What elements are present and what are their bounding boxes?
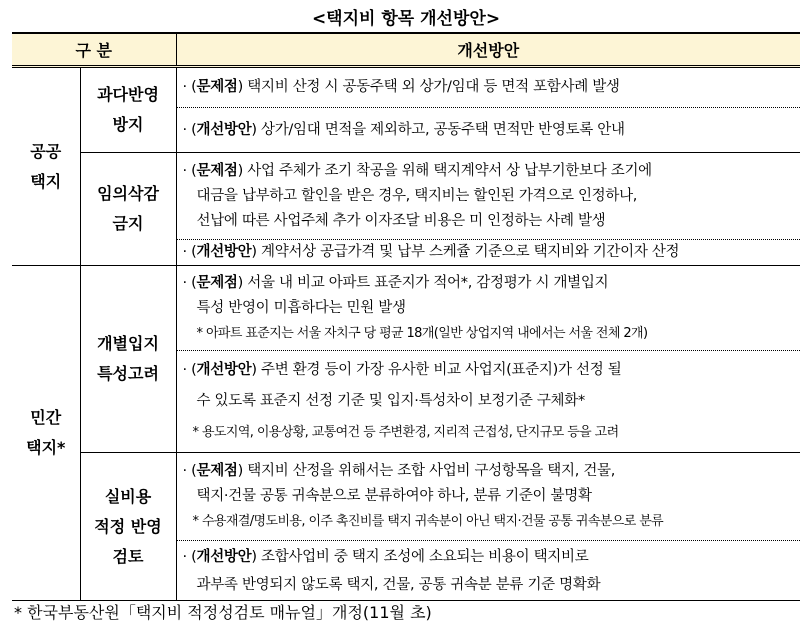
problem-cell: · (문제점) 택지비 산정 시 공동주택 외 상가/임대 등 면적 포함사례 발생	[176, 67, 800, 108]
header-category: 구 분	[12, 33, 176, 67]
table-row	[12, 266, 800, 351]
document-title: <택지비 항목 개선방안>	[311, 9, 501, 29]
group-label-public: 공공 택지	[12, 67, 80, 266]
solution-cell: · (개선방안) 상가/임대 면적을 제외하고, 공동주택 면적만 반영토록 안내	[176, 108, 800, 153]
problem-cell: · (문제점) 사업 주체가 조기 착공을 위해 택지계약서 상 납부기한보다 조기에 대금을 납부하고 할인을 받은 경우, 택지비는 할인된 가격으로 인정하나, 선납에 따른 사업주체 추가 이자조달 비용은 미 인정하는 사례 발생	[176, 153, 800, 240]
table-row	[12, 67, 800, 108]
improvement-table	[12, 32, 800, 601]
problem-cell: · (문제점) 택지비 산정을 위해서는 조합 사업비 구성항목을 택지, 건물, 택지·건물 공통 귀속분으로 분류하여야 하나, 분류 기준이 불명확 * 수용재결/명도비용, 이주 촉진비를 택지 귀속분이 아닌 택지·건물 공통 귀속분으로 분류	[176, 453, 800, 541]
table-row	[12, 153, 800, 240]
header-improvement: 개선방안	[176, 33, 800, 67]
sub-label-actual-cost: 실비용 적정 반영 검토	[80, 453, 176, 601]
sub-label-individual-location: 개별입지 특성고려	[80, 266, 176, 453]
footnote: * 한국부동산원「택지비 적정성검토 매뉴얼」개정(11월 초)	[14, 603, 432, 622]
solution-cell: · (개선방안) 계약서상 공급가격 및 납부 스케쥴 기준으로 택지비와 기간이자 산정	[176, 240, 800, 266]
sub-label-overreflection: 과다반영 방지	[80, 67, 176, 153]
solution-cell: · (개선방안) 조합사업비 중 택지 조성에 소요되는 비용이 택지비로 과부족 반영되지 않도록 택지, 건물, 공통 귀속분 분류 기준 명확화	[176, 541, 800, 601]
table-header-row	[12, 33, 800, 67]
sub-label-arbitrary-cut: 임의삭감 금지	[80, 153, 176, 266]
table-row	[12, 453, 800, 541]
group-label-private: 민간 택지*	[12, 266, 80, 601]
solution-cell: · (개선방안) 주변 환경 등이 가장 유사한 비교 사업지(표준지)가 선정 될 수 있도록 표준지 선정 기준 및 입지·특성차이 보정기준 구체화* * 용도지역, 이용상황, 교통여건 등 주변환경, 지리적 근접성, 단지규모 등을 고려	[176, 351, 800, 453]
problem-cell: · (문제점) 서울 내 비교 아파트 표준지가 적어*, 감정평가 시 개별입지 특성 반영이 미흡하다는 민원 발생 * 아파트 표준지는 서울 자치구 당 평균 18개(일반 상업지역 내에서는 서울 전체 2개)	[176, 266, 800, 351]
